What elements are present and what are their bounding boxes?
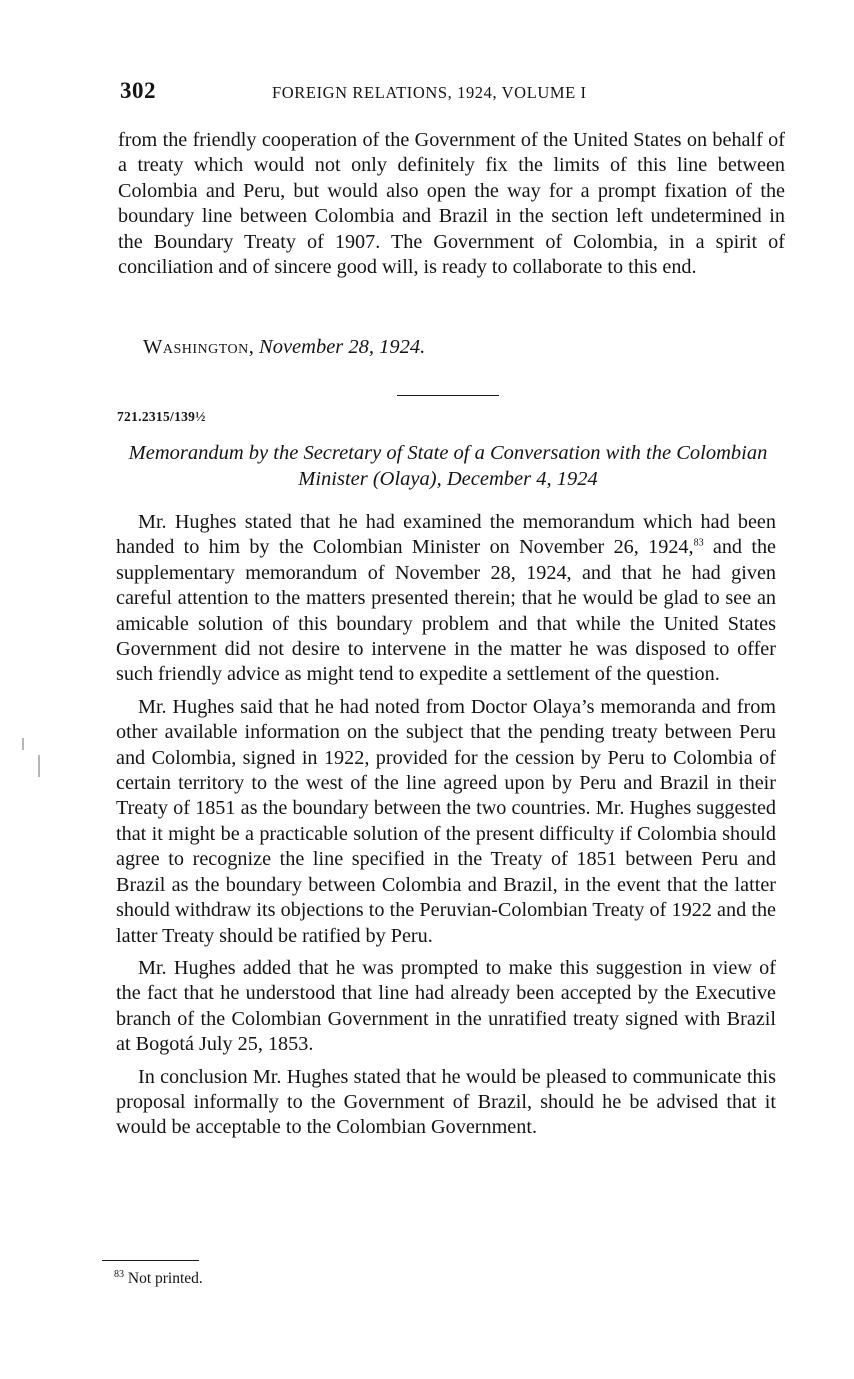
closing-paragraph: from the friendly cooperation of the Government of the United States on behalf of a treaty which would not only definitely fix the limits of this line between Colombia and Peru, but would also open the way for a prompt fixation of the boundary line between Colombia and Brazil in the section left undetermined in the Boundary Treaty of 1907. The Government of Colombia, in a spirit of conciliation and of sincere good will, is ready to collaborate to this end. [118,129,785,279]
paragraph-4: In conclusion Mr. Hughes stated that he would be pleased to communicate this proposal informally to the Government of Brazil, should he be advised that it would be acceptable to the Colombian Government. [116,1065,776,1139]
paragraph-1: Mr. Hughes stated that he had examined the memorandum which had been handed to him by the Colombian Minister on November 26, 1924,83 and the supplementary memorandum of November 28, 1924, and that he had given careful attention to the matters presented therein; that he would be glad to see an amicable solution of this boundary problem and that while the United States Government did not desire to intervene in the matter he was disposed to offer such friendly advice as might tend to expedite a settlement of the question. [116,511,776,686]
footnote-marker: 83 [114,1268,124,1280]
section-divider [397,395,499,396]
paragraph-2: Mr. Hughes said that he had noted from Doctor Olaya’s memoranda and from other available information on the subject that the pending treaty between Peru and Colombia, signed in 1922, provided for the cession by Peru to Colombia of certain territory to the west of the line agreed upon by Peru and Brazil in their Treaty of 1851 as the boundary between the two countries. Mr. Hughes suggested that it might be a practicable solution of the present difficulty if Colombia should agree to recognize the line specified in the Treaty of 1851 between Peru and Brazil as the boundary between Colombia and Brazil, in the event that the latter should withdraw its objections to the Peruvian-Colombian Treaty of 1922 and the latter Treaty should be ratified by Peru. [116,695,776,947]
file-number: 721.2315/139½ [117,409,206,424]
footnote-divider [102,1260,199,1261]
dateline: Washington, November 28, 1924. [143,336,426,358]
document-title: Memorandum by the Secretary of State of a Conversation with the Colombian Minister (Olaya), December 4, 1924 [128,442,768,490]
dateline-date: November 28, 1924. [259,336,426,358]
dateline-place: Washington [143,336,249,358]
running-head: FOREIGN RELATIONS, 1924, VOLUME I [272,83,587,102]
preceding-document-text [118,128,785,280]
footnote-text: Not printed. [127,1270,203,1287]
footnote-reference: 83 [693,537,704,549]
margin-scan-mark [38,755,40,777]
footnote [114,1270,203,1288]
memorandum-body [116,510,776,1141]
page-header [120,78,785,108]
page-number: 302 [120,78,156,103]
paragraph-3: Mr. Hughes added that he was prompted to make this suggestion in view of the fact that he understood that line had already been accepted by the Executive branch of the Colombian Government in the unratified treaty signed with Brazil at Bogotá July 25, 1853. [116,956,776,1056]
margin-scan-mark [22,738,24,750]
